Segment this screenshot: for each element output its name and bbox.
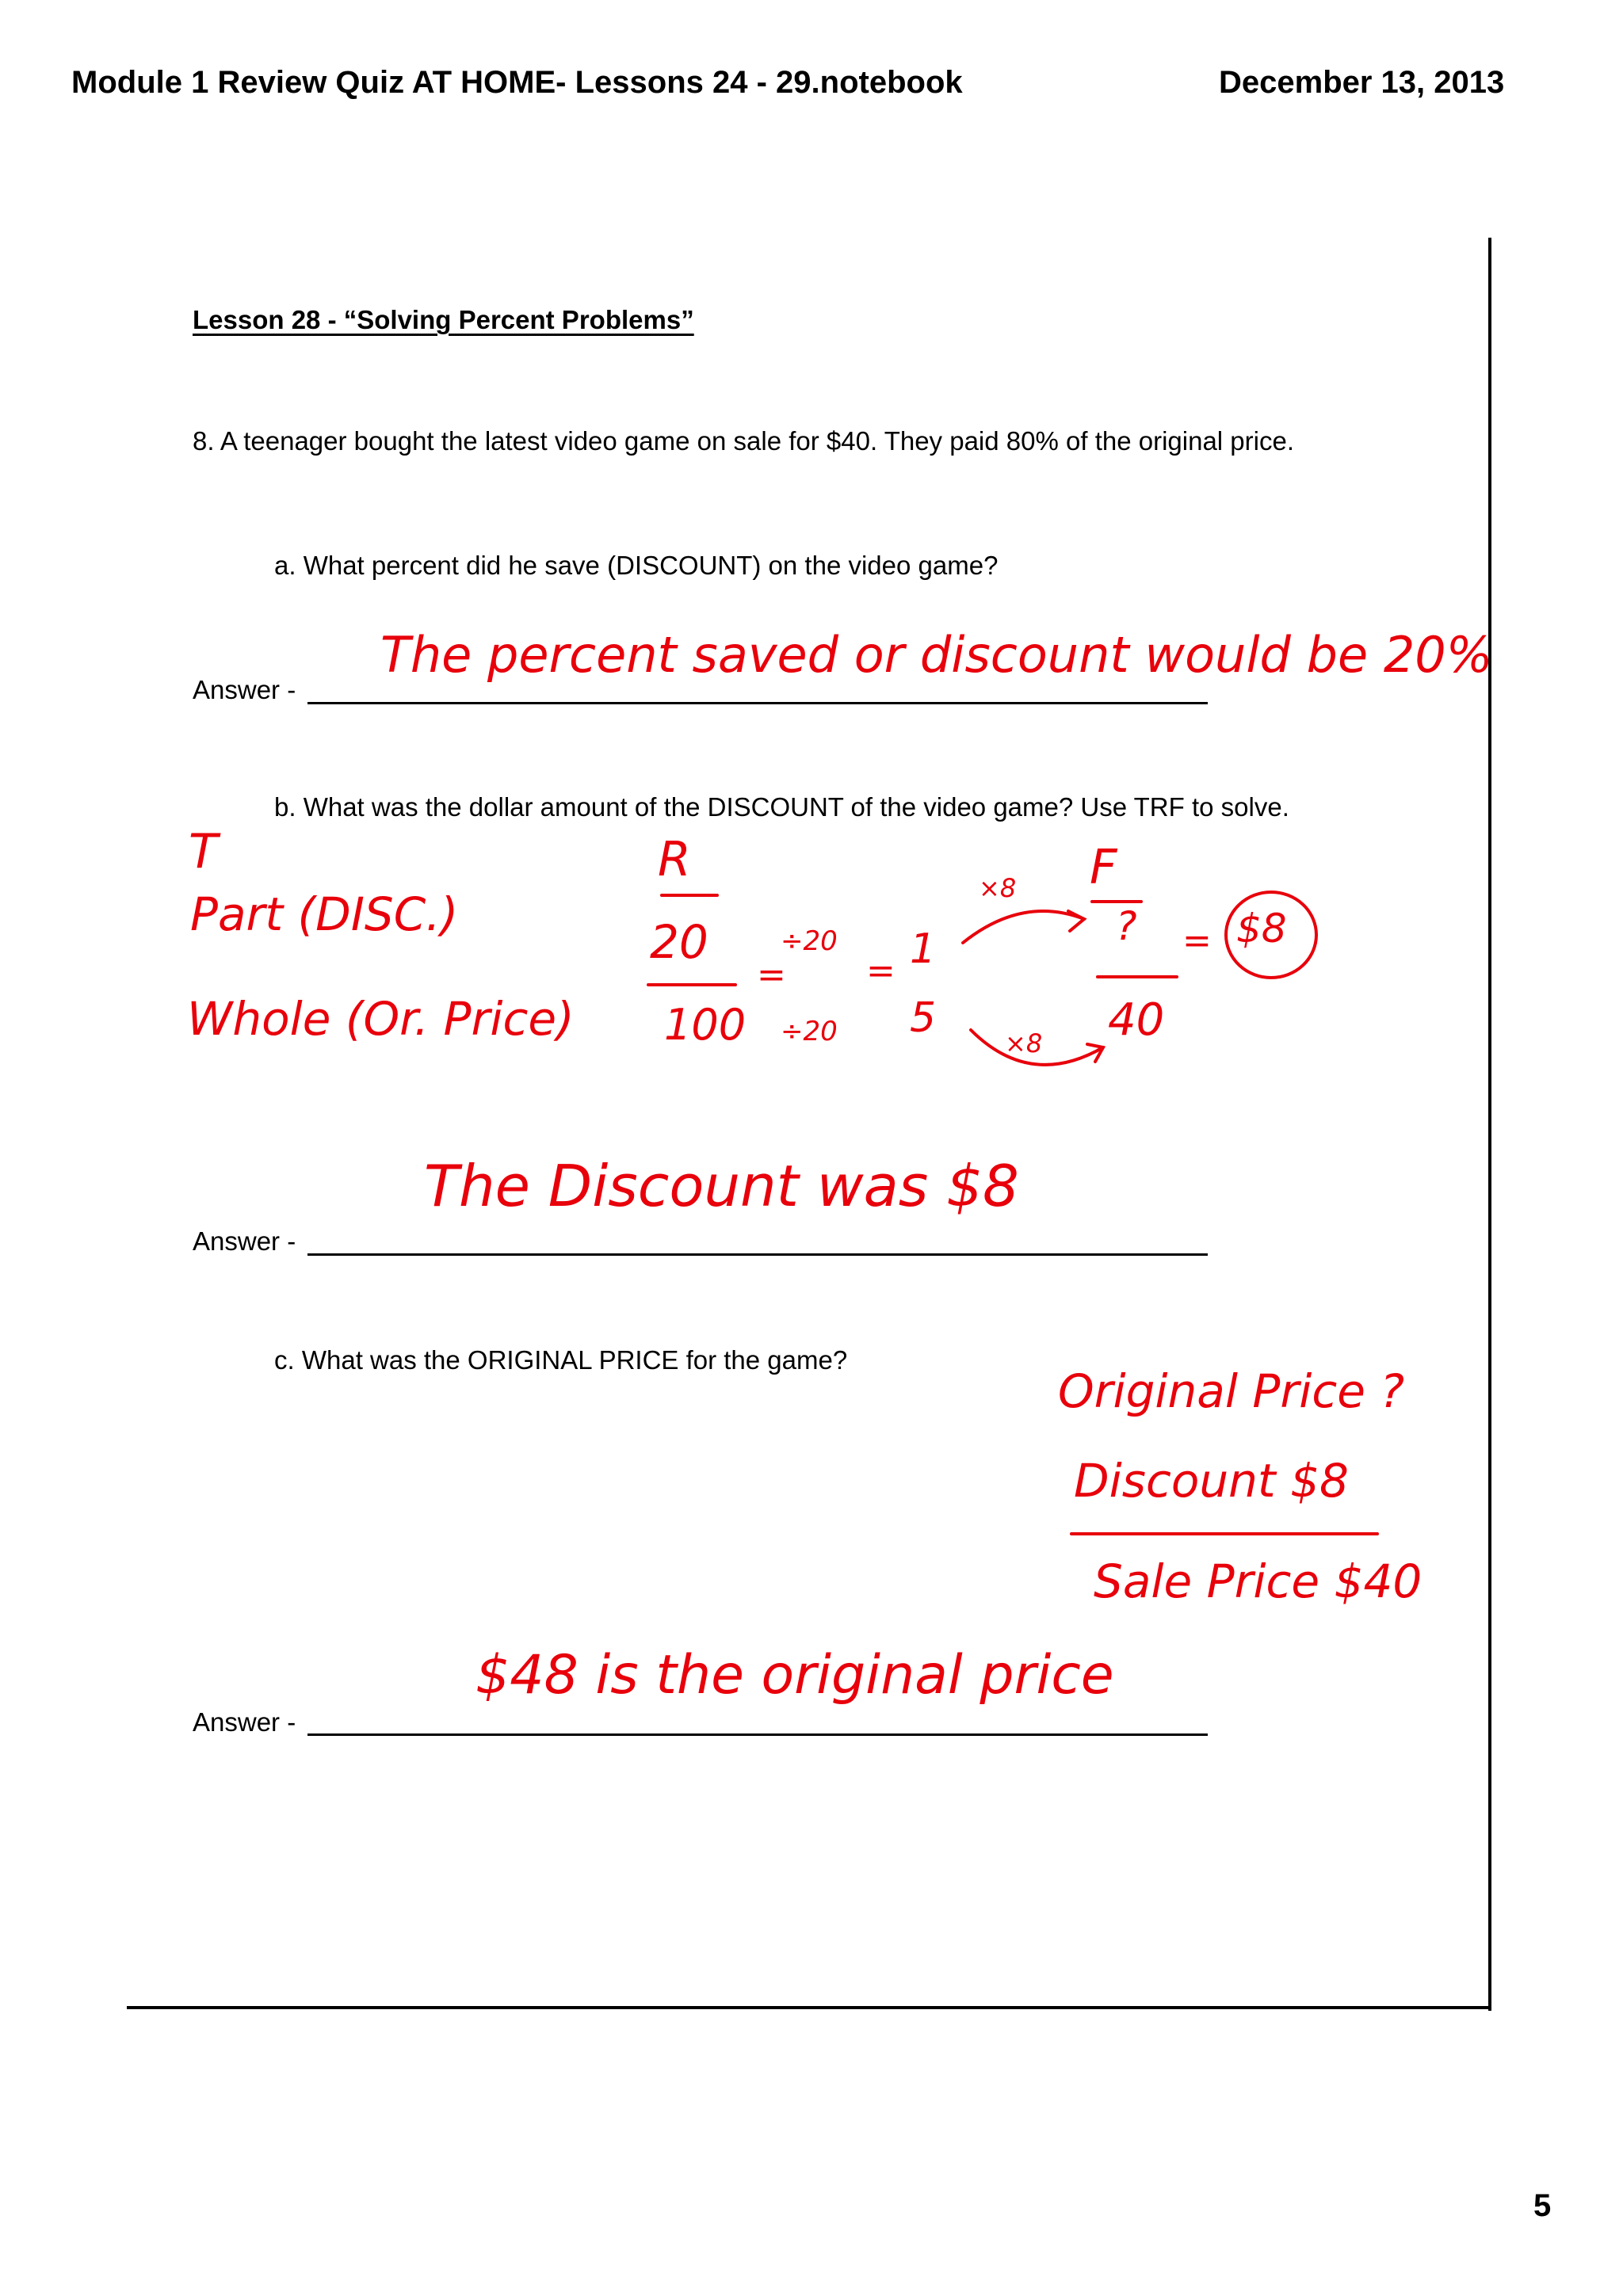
answer-a-label: Answer - [193,675,296,704]
question-8b-prompt: b. What was the dollar amount of the DISCOUNT of the video game? Use TRF to solve. [274,792,1289,822]
document-date: December 13, 2013 [1219,65,1505,100]
trf-f-label: F [1090,840,1117,895]
times-8-bottom: ×8 [1005,1028,1043,1058]
ratio-numerator: 20 [650,915,708,969]
simplified-denominator: 5 [910,994,937,1042]
answer-a-handwriting: The percent saved or discount would be 20% [380,626,1493,684]
trf-whole-label: Whole (Or. Price) [187,992,575,1046]
arrow-bottom-curve [971,1030,1103,1065]
work-c-sale-price: Sale Price $40 [1094,1554,1423,1608]
result-circle [1226,892,1316,978]
answer-b-line [307,1253,1208,1256]
answer-c-label: Answer - [193,1707,296,1737]
question-8: 8. A teenager bought the latest video game on sale for $40. They paid 80% of the original price. [193,426,1294,456]
trf-part-label: Part (DISC.) [190,887,459,941]
equals-sign-3: = [1182,921,1212,961]
unknown-numerator: ? [1116,903,1137,949]
question-8a-prompt: a. What percent did he save (DISCOUNT) on the video game? [274,551,999,580]
page-number: 5 [1533,2188,1552,2223]
work-c-original-price: Original Price ? [1058,1364,1405,1418]
answer-b-label: Answer - [193,1226,296,1256]
trf-r-label: R [658,832,691,887]
document-title: Module 1 Review Quiz AT HOME- Lessons 24 - 29.notebook [71,65,963,100]
question-8c-prompt: c. What was the ORIGINAL PRICE for the game? [274,1345,848,1375]
trf-t-label: T [189,824,218,879]
simplified-numerator: 1 [910,925,937,973]
times-8-top: ×8 [979,873,1017,903]
answer-c-line [307,1733,1208,1736]
lesson-title: Lesson 28 - “Solving Percent Problems” [193,305,694,334]
answer-b-handwriting: The Discount was $8 [424,1153,1019,1219]
work-c-discount: Discount $8 [1074,1454,1349,1508]
divide-top-note: ÷20 [781,925,838,957]
discount-result-circled: $8 [1236,906,1287,952]
known-denominator-40: 40 [1108,994,1165,1046]
equals-sign-2: = [866,951,896,991]
equals-sign-1: = [757,955,786,995]
answer-c-handwriting: $48 is the original price [475,1644,1114,1707]
ratio-denominator: 100 [664,1000,747,1050]
divide-bottom-note: ÷20 [781,1016,838,1047]
arrow-top-curve [963,911,1084,943]
